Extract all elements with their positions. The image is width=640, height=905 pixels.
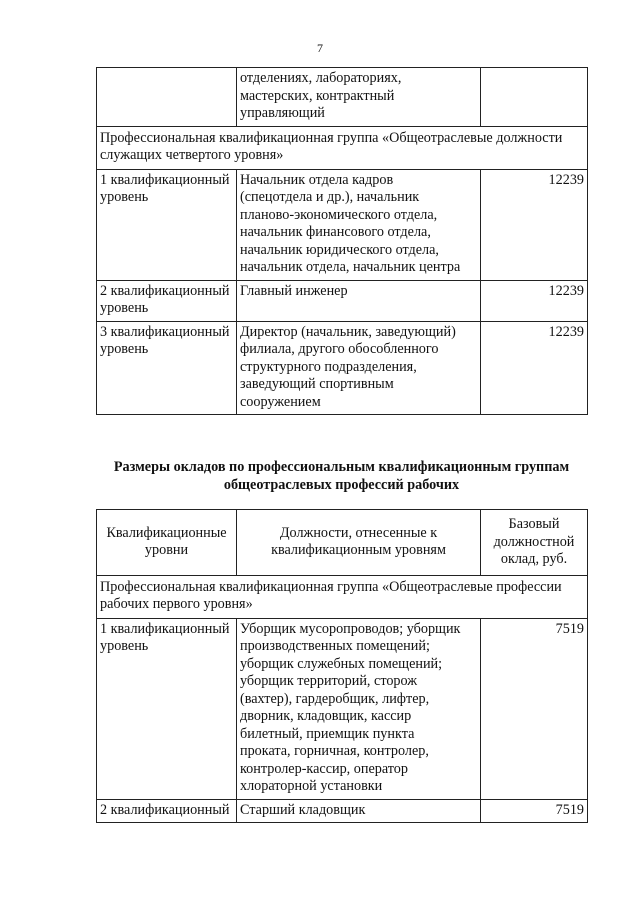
text-line: Размеры окладов по профессиональным квалификационным группам: [113, 459, 570, 475]
table-cell-salary: 12239: [481, 169, 588, 280]
table-cell-position: [237, 799, 481, 823]
qualification-group-title: [97, 126, 588, 169]
text-line: управляющий: [240, 105, 325, 121]
group-row: [97, 575, 588, 618]
table-row: [97, 799, 588, 823]
table-row: [97, 321, 588, 415]
group-row: [97, 126, 588, 169]
text-line: уровень: [100, 341, 149, 357]
table-cell-salary: 7519: [481, 618, 588, 799]
text-line: уборщик служебных помещений;: [240, 655, 443, 672]
text-line: уровень: [100, 300, 149, 316]
table-cell-salary: 7519: [481, 799, 588, 823]
table-cell-level: [97, 799, 237, 823]
text-line: 3 квалификационный: [100, 323, 230, 340]
text-line: Должности, отнесенные к: [279, 524, 438, 541]
page-number: 7: [317, 41, 323, 55]
text-line: Старший кладовщик: [240, 801, 366, 818]
table-cell-salary: 12239: [481, 321, 588, 415]
text-line: рабочих первого уровня»: [100, 596, 253, 612]
text-line: билетный, приемщик пункта: [240, 725, 415, 742]
text-line: проката, горничная, контролер,: [240, 743, 429, 759]
table-row: [97, 618, 588, 799]
text-line: структурного подразделения,: [240, 358, 417, 375]
text-line: начальник юридического отдела,: [240, 241, 439, 258]
text-line: должностной: [493, 533, 575, 550]
header-cell-position: [237, 510, 481, 576]
text-line: 2 квалификационный: [100, 801, 230, 818]
table-cell-position: [237, 618, 481, 799]
table-cell-level: [97, 68, 237, 127]
text-line: заведующий спортивным: [240, 376, 394, 392]
table-row: [97, 280, 588, 321]
text-line: уровни: [144, 542, 189, 559]
text-line: отделениях, лабораториях,: [240, 70, 402, 86]
table-row: [97, 68, 588, 127]
text-line: Базовый: [508, 516, 560, 532]
table-cell-position: [237, 68, 481, 127]
table-cell-level: [97, 321, 237, 415]
text-line: планово-экономического отдела,: [240, 206, 438, 223]
text-line: Уборщик мусоропроводов; уборщик: [240, 620, 461, 637]
text-line: мастерских, контрактный: [240, 87, 395, 104]
table-row: [97, 169, 588, 280]
text-line: уровень: [100, 638, 149, 654]
text-line: производственных помещений;: [240, 638, 430, 654]
text-line: (вахтер), гардеробщик, лифтер,: [240, 690, 430, 707]
text-line: хлораторной установки: [240, 778, 383, 794]
text-line: квалификационным уровням: [271, 542, 446, 559]
section-title: [96, 459, 587, 494]
text-line: Главный инженер: [240, 282, 348, 299]
table-cell-level: [97, 169, 237, 280]
text-line: 1 квалификационный: [100, 171, 230, 188]
table-cell-level: [97, 618, 237, 799]
text-line: дворник, кладовщик, кассир: [240, 708, 412, 724]
table-cell-position: [237, 169, 481, 280]
text-line: 1 квалификационный: [100, 620, 230, 637]
header-cell-salary: [481, 510, 588, 576]
text-line: уборщик территорий, сторож: [240, 673, 418, 689]
text-line: филиала, другого обособленного: [240, 341, 439, 357]
text-line: начальник отдела, начальник центра: [240, 259, 461, 275]
table-cell-salary: [481, 68, 588, 127]
text-line: Профессиональная квалификационная группа «Общеотраслевые должности: [100, 129, 563, 146]
text-line: начальник финансового отдела,: [240, 224, 431, 240]
text-line: 2 квалификационный: [100, 282, 230, 299]
qualification-group-title: [97, 575, 588, 618]
table-cell-position: [237, 280, 481, 321]
text-line: контролер-кассир, оператор: [240, 760, 408, 777]
text-line: Профессиональная квалификационная группа «Общеотраслевые профессии: [100, 578, 562, 595]
text-line: служащих четвертого уровня»: [100, 147, 284, 163]
header-row: [97, 510, 588, 576]
header-cell-level: [97, 510, 237, 576]
text-line: уровень: [100, 189, 149, 205]
table-cell-position: [237, 321, 481, 415]
text-line: Начальник отдела кадров: [240, 171, 394, 188]
text-line: Директор (начальник, заведующий): [240, 323, 456, 340]
salary-table-workers: [96, 509, 588, 823]
text-line: Квалификационные: [106, 524, 227, 541]
table-cell-salary: 12239: [481, 280, 588, 321]
salary-table-employees: [96, 67, 588, 415]
text-line: (спецотдела и др.), начальник: [240, 189, 420, 205]
text-line: оклад, руб.: [500, 551, 568, 567]
text-line: сооружением: [240, 393, 321, 410]
text-line: общеотраслевых профессий рабочих: [223, 476, 460, 493]
table-cell-level: [97, 280, 237, 321]
